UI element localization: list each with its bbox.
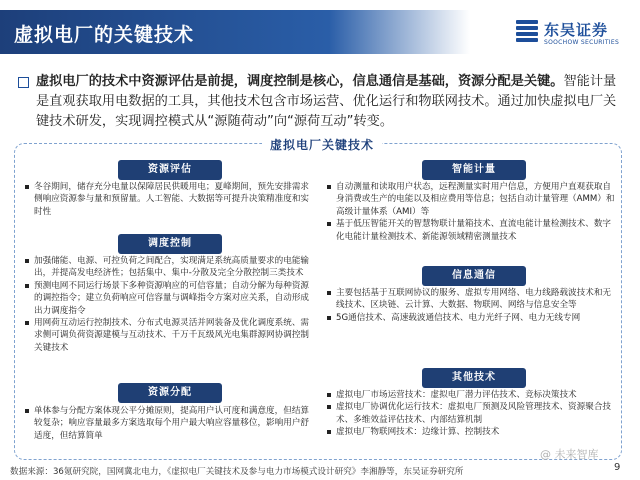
section-heading-resource-allocation: 资源分配: [118, 383, 222, 403]
list-item: 基于低压智能开关的智慧物联计量箱技术、直流电能计量检测技术、数字化电能计量检测技术、新能源领域精密测量技术: [326, 218, 616, 243]
list-item: 单体参与分配方案体现公平分摊原则，提高用户认可度和满意度，但结算较复杂；响应容量最多方案选取每个用户最大响应容量移位，影响用户舒适度，但结算简单: [24, 405, 314, 442]
logo-name-en: SOOCHOW SECURITIES: [544, 39, 620, 46]
intro-body: 智能计量是直观获取用电数据的工具，其他技术包含市场运营、优化运行和物联网技术。通过加快虚拟电厂关键技术研发，实现调控模式从“源随荷动”向“源荷互动”转变。: [36, 74, 617, 129]
section-body-other-tech: [326, 389, 616, 439]
section-body-resource-allocation: [24, 405, 314, 442]
slide-header: [0, 0, 640, 58]
list-item: 用网荷互动运行控制技术、分布式电源灵活并网装备及优化调度系统、需求侧可调负荷资源建模与互动技术、千万千瓦级风光电集群源网协调控制关键技术: [24, 317, 314, 354]
section-heading-dispatch-control: 调度控制: [118, 234, 222, 254]
source-note: 数据来源：36氪研究院，国网冀北电力，《虚拟电厂关键技术及参与电力市场模式设计研究》李湘静等，东吴证券研究所: [10, 467, 464, 477]
logo-icon: [516, 20, 538, 44]
list-item: 预测电网不同运行场景下多种资源响应的可信容量；自动分解为每种资源的调控指令；建立负荷响应可信容量与调峰指令方案对应关系，自动形成出力调度指令: [24, 280, 314, 317]
company-logo: [516, 16, 628, 52]
section-body-info-communication: [326, 287, 616, 324]
list-item: 虚拟电厂协调优化运行技术：虚拟电厂预测及风险管理技术、资源聚合技术、多维效益评估技术、内部结算机制: [326, 401, 616, 426]
list-item: 自动测量和读取用户状态，远程测量实时用户信息，方便用户直观获取自身消费或生产的电能以及相应费用等信息；包括自动计量管理（AMM）和高级计量体系（AMI）等: [326, 181, 616, 218]
watermark: @ 未来智库: [540, 448, 599, 461]
intro-paragraph: [18, 72, 622, 132]
section-body-smart-metering: [326, 181, 616, 243]
section-heading-info-communication: 信息通信: [422, 266, 526, 286]
section-heading-smart-metering: 智能计量: [422, 160, 526, 180]
section-body-resource-assessment: [24, 181, 314, 218]
section-heading-other-tech: 其他技术: [422, 368, 526, 388]
diagram-title: 虚拟电厂关键技术: [262, 136, 382, 153]
logo-name-cn: 东吴证券: [544, 21, 609, 39]
list-item: 主要包括基于互联网协议的服务、虚拟专用网络、电力线路载波技术和无线技术、区块链、云计算、大数据、物联网、网络与信息安全等: [326, 287, 616, 312]
section-heading-resource-assessment: 资源评估: [118, 160, 222, 180]
section-body-dispatch-control: [24, 255, 314, 354]
page-number: 9: [614, 462, 621, 473]
list-item: 加强储能、电源、可控负荷之间配合，实现满足系统高质量要求的电能输出，并提高发电经济性；包括集中、集中-分散及完全分散控制三类技术: [24, 255, 314, 280]
list-item: 5G通信技术、高速载波通信技术、电力光纤子网、电力无线专网: [326, 312, 616, 324]
page-title: 虚拟电厂的关键技术: [14, 24, 195, 46]
intro-lead: 虚拟电厂的技术中资源评估是前提，调度控制是核心，信息通信是基础，资源分配是关键。: [36, 74, 564, 89]
square-bullet-icon: [18, 77, 29, 88]
list-item: 冬谷期间，储存充分电量以保障居民供暖用电；夏峰期间，预先安排需求侧响应资源参与量和预留量。人工智能、大数据等可提升决策精准度和实时性: [24, 181, 314, 218]
list-item: 虚拟电厂物联网技术：边缘计算、控制技术: [326, 426, 616, 438]
list-item: 虚拟电厂市场运营技术：虚拟电厂潜力评估技术、竞标决策技术: [326, 389, 616, 401]
